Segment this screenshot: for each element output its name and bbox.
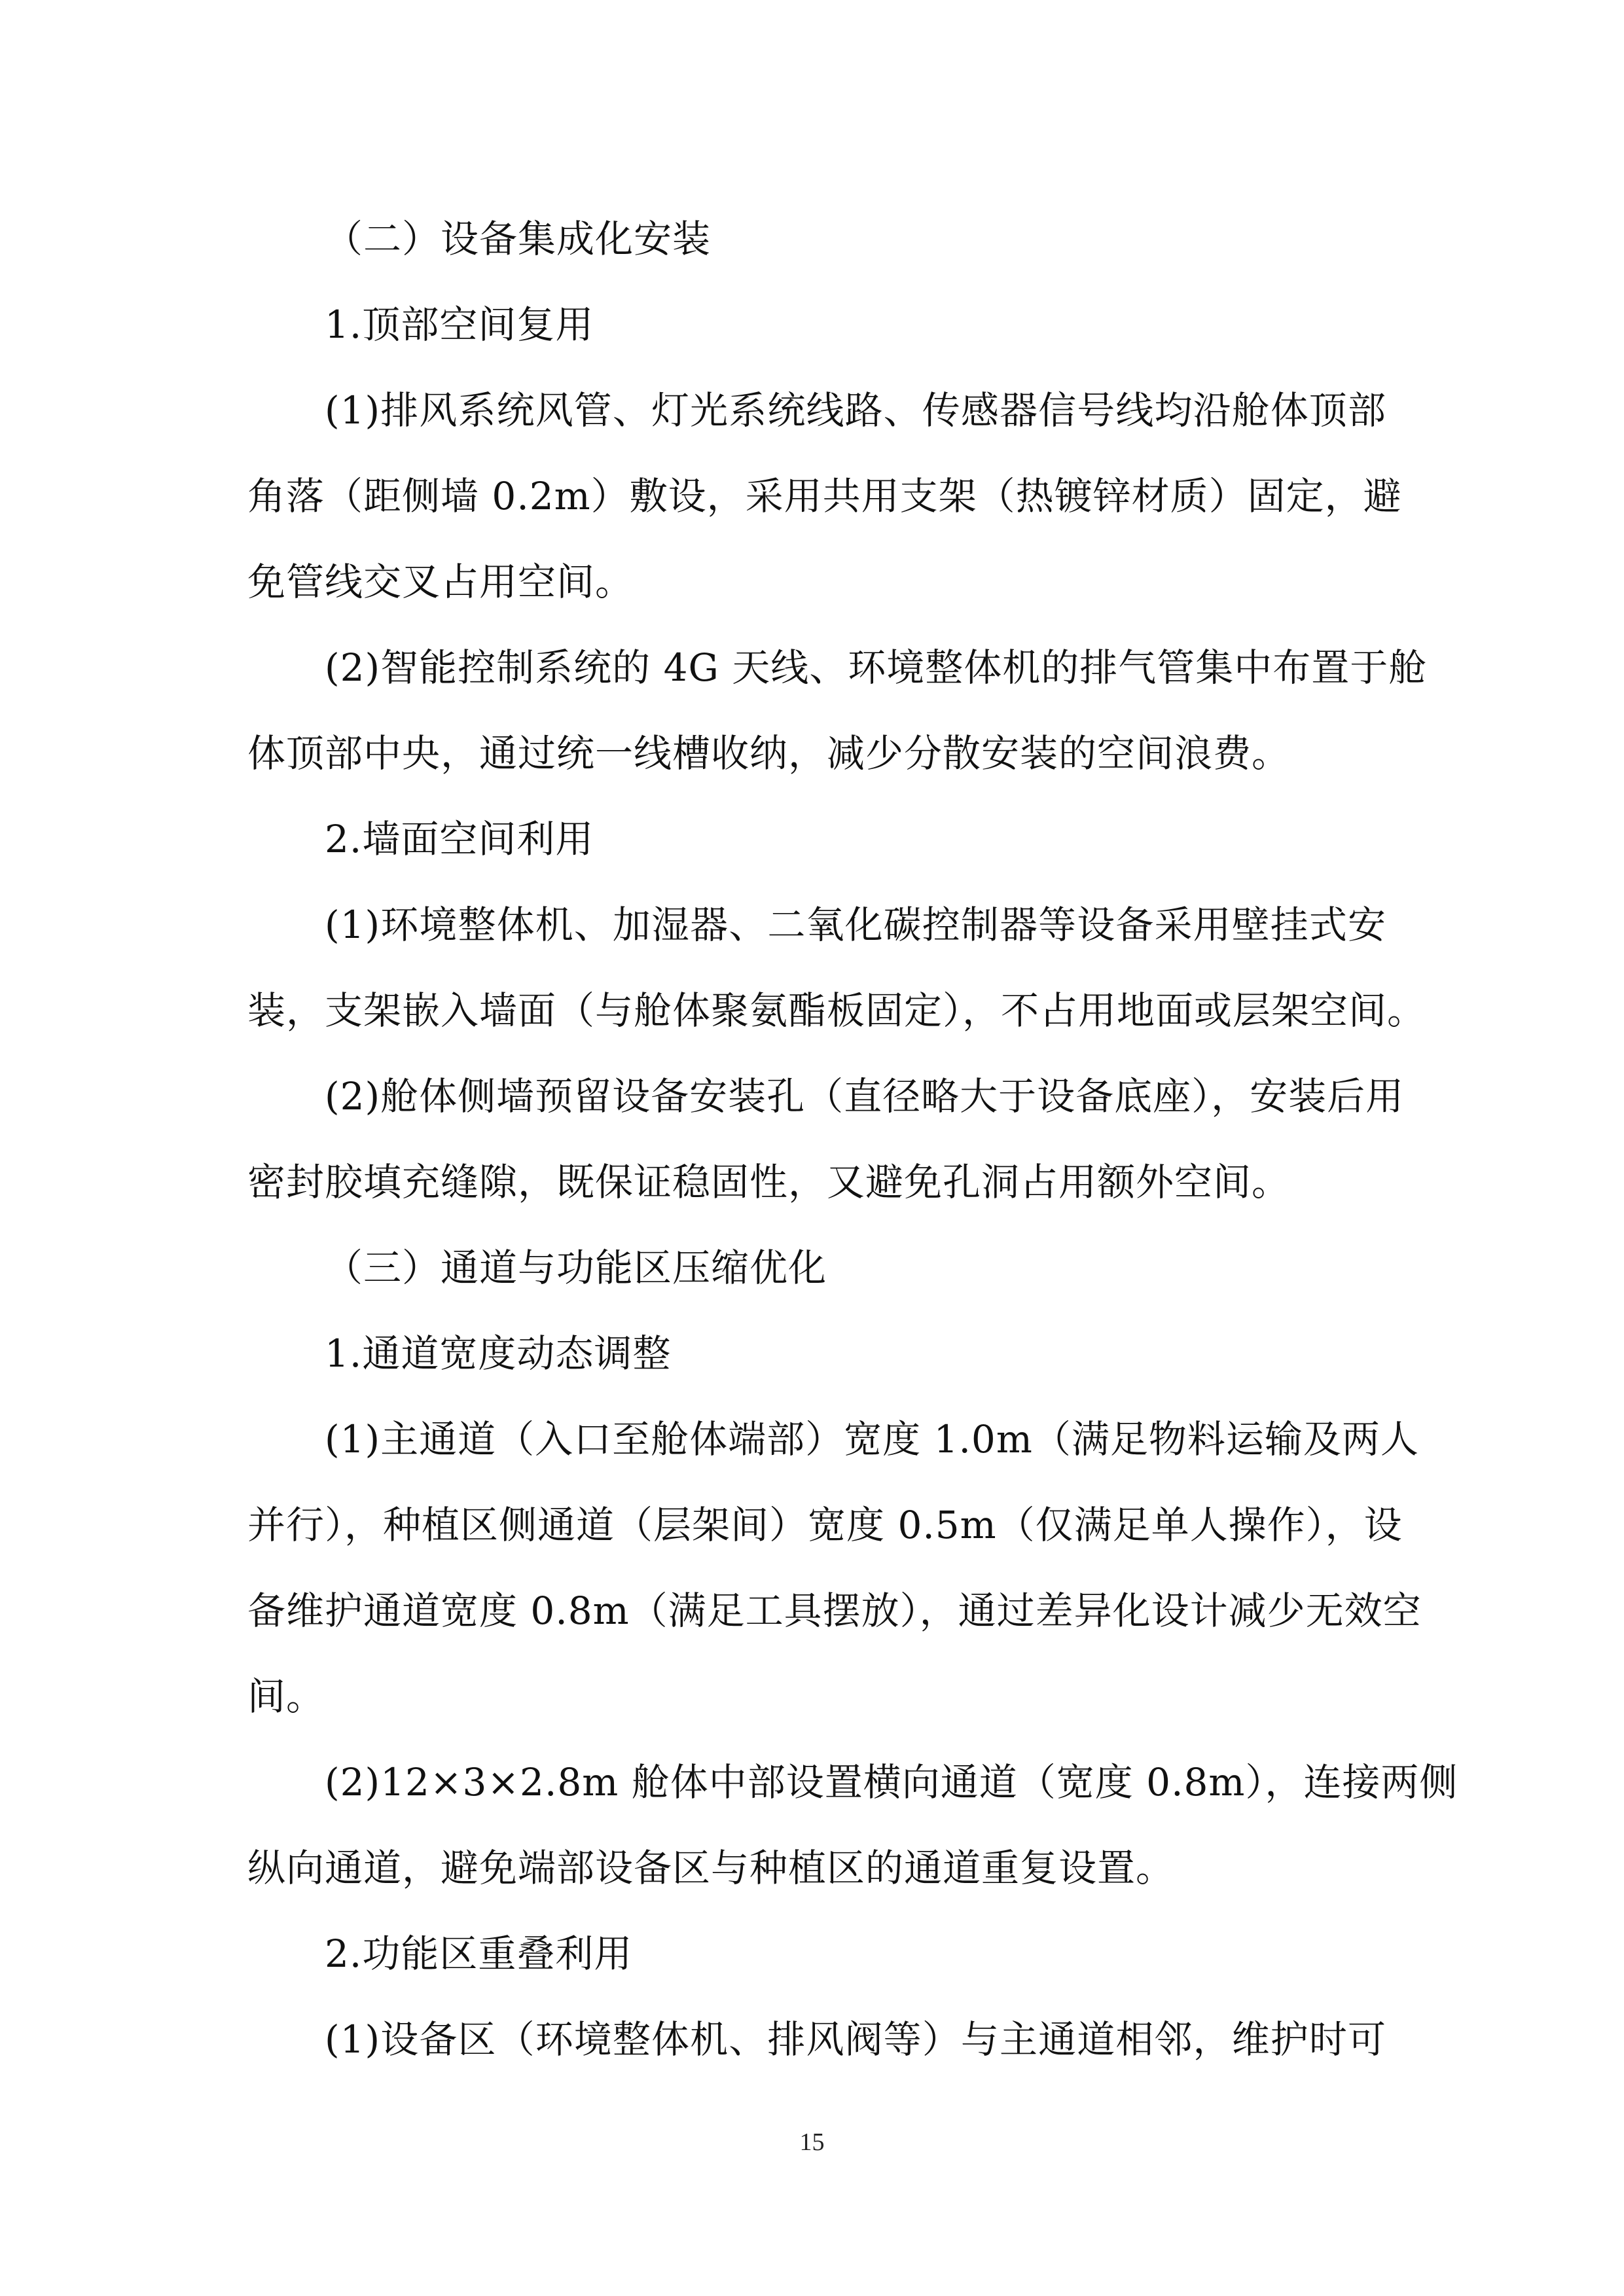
paragraph-line: (2)舱体侧墙预留设备安装孔（直径略大于设备底座），安装后用 — [325, 1074, 1405, 1119]
section-heading-2: （二）设备集成化安装 — [325, 217, 712, 261]
paragraph-line: 并行），种植区侧通道（层架间）宽度 0.5m（仅满足单人操作），设 — [247, 1503, 1403, 1547]
subsection-heading-3: 1.通道宽度动态调整 — [325, 1331, 672, 1376]
paragraph-line: 体顶部中央，通过统一线槽收纳，减少分散安装的空间浪费。 — [247, 731, 1291, 776]
section-heading-3: （三）通道与功能区压缩优化 — [325, 1246, 827, 1290]
paragraph-line: 间。 — [247, 1674, 325, 1719]
paragraph-line: 密封胶填充缝隙，既保证稳固性，又避免孔洞占用额外空间。 — [247, 1160, 1291, 1204]
paragraph-line: 备维护通道宽度 0.8m（满足工具摆放），通过差异化设计减少无效空 — [247, 1588, 1422, 1633]
page-number: 15 — [799, 2128, 825, 2156]
subsection-heading-4: 2.功能区重叠利用 — [325, 1931, 633, 1976]
paragraph-line: (1)排风系统风管、灯光系统线路、传感器信号线均沿舱体顶部 — [325, 388, 1386, 433]
paragraph-line: (1)主通道（入口至舱体端部）宽度 1.0m（满足物料运输及两人 — [325, 1417, 1419, 1462]
paragraph-line: (1)环境整体机、加湿器、二氧化碳控制器等设备采用壁挂式安 — [325, 903, 1386, 947]
paragraph-line: 免管线交叉占用空间。 — [247, 560, 634, 604]
paragraph-line: 装，支架嵌入墙面（与舱体聚氨酯板固定），不占用地面或层架空间。 — [247, 988, 1426, 1033]
subsection-heading-1: 1.顶部空间复用 — [325, 302, 594, 347]
subsection-heading-2: 2.墙面空间利用 — [325, 817, 594, 861]
paragraph-line: (1)设备区（环境整体机、排风阀等）与主通道相邻，维护时可 — [325, 2017, 1386, 2062]
paragraph-line: 纵向通道，避免端部设备区与种植区的通道重复设置。 — [247, 1846, 1175, 1890]
paragraph-line: (2)12×3×2.8m 舱体中部设置横向通道（宽度 0.8m），连接两侧 — [325, 1760, 1458, 1804]
paragraph-line: 角落（距侧墙 0.2m）敷设，采用共用支架（热镀锌材质）固定，避 — [247, 474, 1402, 518]
paragraph-line: (2)智能控制系统的 4G 天线、环境整体机的排气管集中布置于舱 — [325, 645, 1428, 690]
